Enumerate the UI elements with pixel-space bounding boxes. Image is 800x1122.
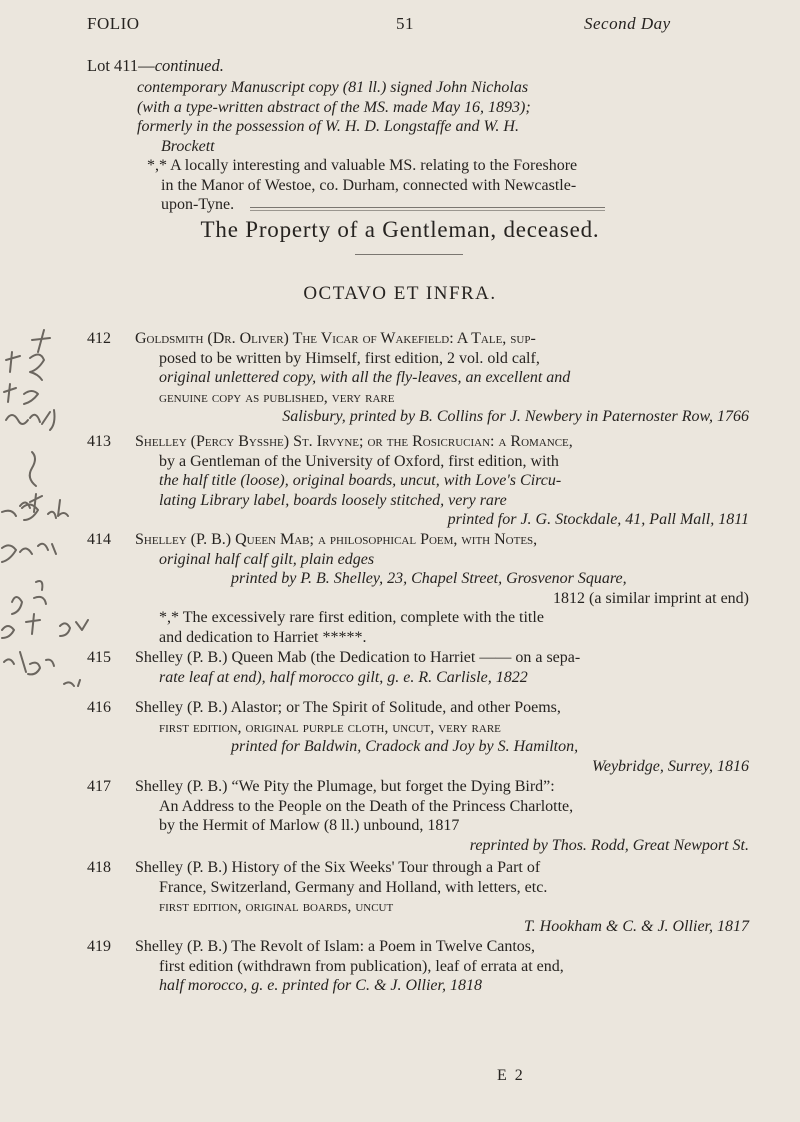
lot-line: original unlettered copy, with all the fly-leaves, an excellent and — [159, 369, 571, 386]
lot-line: original half calf gilt, plain edges — [159, 550, 375, 568]
lot-line: half morocco, g. e. printed for C. & J. Ollier, 1818 — [159, 977, 482, 994]
lot-line: France, Switzerland, Germany and Holland, with letters, etc. — [159, 878, 548, 896]
lot-411-line-2: (with a type-written abstract of the MS. made May 16, 1893); — [137, 98, 531, 116]
lot-419 — [87, 937, 749, 996]
lot-imprint: reprinted by Thos. Rodd, Great Newport St. — [469, 836, 749, 854]
lot-418 — [87, 858, 749, 936]
pencil-mark — [6, 410, 55, 430]
lot-line: rate leaf at end), half morocco gilt, g. e. R. Carlisle, 1822 — [159, 668, 528, 686]
lot-411-note-1: *,* A locally interesting and valuable MS. relating to the Foreshore — [147, 157, 578, 174]
lot-line: Shelley (Percy Bysshe) St. Irvyne; or the Rosicrucian: a Romance, — [135, 433, 573, 450]
pencil-mark — [30, 452, 36, 486]
lot-line: Goldsmith (Dr. Oliver) The Vicar of Wakefield: A Tale, sup- — [135, 330, 536, 347]
pencil-mark — [32, 330, 50, 352]
lot-line: Shelley (P. B.) “We Pity the Plumage, but forget the Dying Bird”: — [135, 778, 555, 795]
signature-mark: E 2 — [497, 1067, 525, 1084]
lot-imprint: printed for J. G. Stockdale, 41, Pall Mall, 1811 — [447, 511, 749, 528]
lot-line: Shelley (P. B.) History of the Six Weeks' Tour through a Part of — [135, 859, 541, 876]
lot-412 — [87, 329, 749, 427]
lot-continued-label — [87, 56, 224, 76]
lot-line: 1812 (a similar imprint at end) — [553, 589, 749, 607]
pencil-mark — [64, 680, 80, 686]
lot-continued-number: Lot 411— — [87, 56, 155, 75]
lot-411-line-3: formerly in the possession of W. H. D. Longstaffe and W. H. — [137, 118, 519, 135]
lot-number: 419 — [87, 938, 111, 955]
pencil-mark — [2, 614, 88, 638]
octavo-heading: OCTAVO ET INFRA. — [303, 283, 497, 304]
lot-417 — [87, 777, 749, 855]
section-rule-bottom — [250, 210, 605, 211]
lot-line: printed for Baldwin, Cradock and Joy by S. Hamilton, — [231, 738, 579, 755]
lot-line: Shelley (P. B.) Queen Mab (the Dedication to Harriet —— on a sepa- — [135, 649, 581, 666]
lot-411-note-3: upon-Tyne. — [161, 196, 235, 213]
lot-line: by a Gentleman of the University of Oxford, first edition, with — [159, 452, 559, 470]
lot-line: posed to be written by Himself, first edition, 2 vol. old calf, — [159, 349, 540, 367]
lot-imprint: T. Hookham & C. & J. Ollier, 1817 — [523, 917, 749, 935]
lot-line: Shelley (P. B.) Queen Mab; a philosophical Poem, with Notes, — [135, 531, 538, 548]
lot-413 — [87, 432, 749, 530]
property-rule — [355, 254, 463, 255]
lot-number: 417 — [87, 778, 111, 795]
lot-414 — [87, 530, 749, 647]
lot-line: first edition, original boards, uncut — [159, 898, 394, 915]
lot-line: Shelley (P. B.) Alastor; or The Spirit of Solitude, and other Poems, — [135, 699, 561, 716]
lot-line: An Address to the People on the Death of the Princess Charlotte, — [159, 797, 574, 815]
lot-note: and dedication to Harriet *****. — [159, 628, 367, 646]
lot-imprint: Weybridge, Surrey, 1816 — [591, 757, 749, 775]
header-folio: FOLIO — [87, 14, 140, 33]
lot-line: printed by P. B. Shelley, 23, Chapel Street, Grosvenor Square, — [231, 570, 627, 587]
lot-411-description — [137, 78, 749, 215]
pencil-mark — [2, 500, 68, 520]
section-rule-top — [250, 207, 605, 208]
lot-line: lating Library label, boards loosely stitched, very rare — [159, 491, 507, 509]
lot-number: 416 — [87, 699, 111, 716]
header-day: Second Day — [584, 14, 671, 33]
lot-number: 414 — [87, 531, 111, 548]
lot-continued-suffix: continued. — [154, 56, 224, 75]
header-page-number: 51 — [396, 14, 414, 33]
lot-number: 412 — [87, 330, 111, 347]
lot-415 — [87, 648, 749, 687]
lot-number: 418 — [87, 859, 111, 876]
property-heading: The Property of a Gentleman, deceased. — [200, 217, 600, 242]
pencil-mark — [12, 581, 46, 614]
page-header — [0, 14, 800, 36]
lot-line: first edition (withdrawn from publication), leaf of errata at end, — [159, 957, 564, 975]
lot-411-line-1: contemporary Manuscript copy (81 ll.) signed John Nicholas — [137, 79, 529, 96]
lot-411-line-4: Brockett — [161, 137, 215, 155]
lot-line: the half title (loose), original boards, uncut, with Love's Circu- — [159, 472, 562, 489]
pencil-mark — [2, 544, 56, 562]
lot-411-note-2: in the Manor of Westoe, co. Durham, connected with Newcastle- — [161, 176, 577, 194]
lot-note: *,* The excessively rare first edition, complete with the title — [159, 609, 544, 626]
lot-line: genuine copy as published, very rare — [159, 388, 395, 406]
pencil-mark — [6, 352, 44, 380]
lot-number: 415 — [87, 649, 111, 666]
lot-imprint: Salisbury, printed by B. Collins for J. Newbery in Paternoster Row, 1766 — [282, 408, 749, 425]
lot-number: 413 — [87, 433, 111, 450]
lot-line: first edition, original purple cloth, uncut, very rare — [159, 718, 501, 736]
lot-line: Shelley (P. B.) The Revolt of Islam: a Poem in Twelve Cantos, — [135, 938, 536, 955]
lot-416 — [87, 698, 749, 776]
lot-line: by the Hermit of Marlow (8 ll.) unbound, 1817 — [159, 817, 460, 834]
pencil-mark — [4, 384, 38, 404]
pencil-mark — [20, 494, 42, 512]
pencil-mark — [4, 652, 54, 674]
